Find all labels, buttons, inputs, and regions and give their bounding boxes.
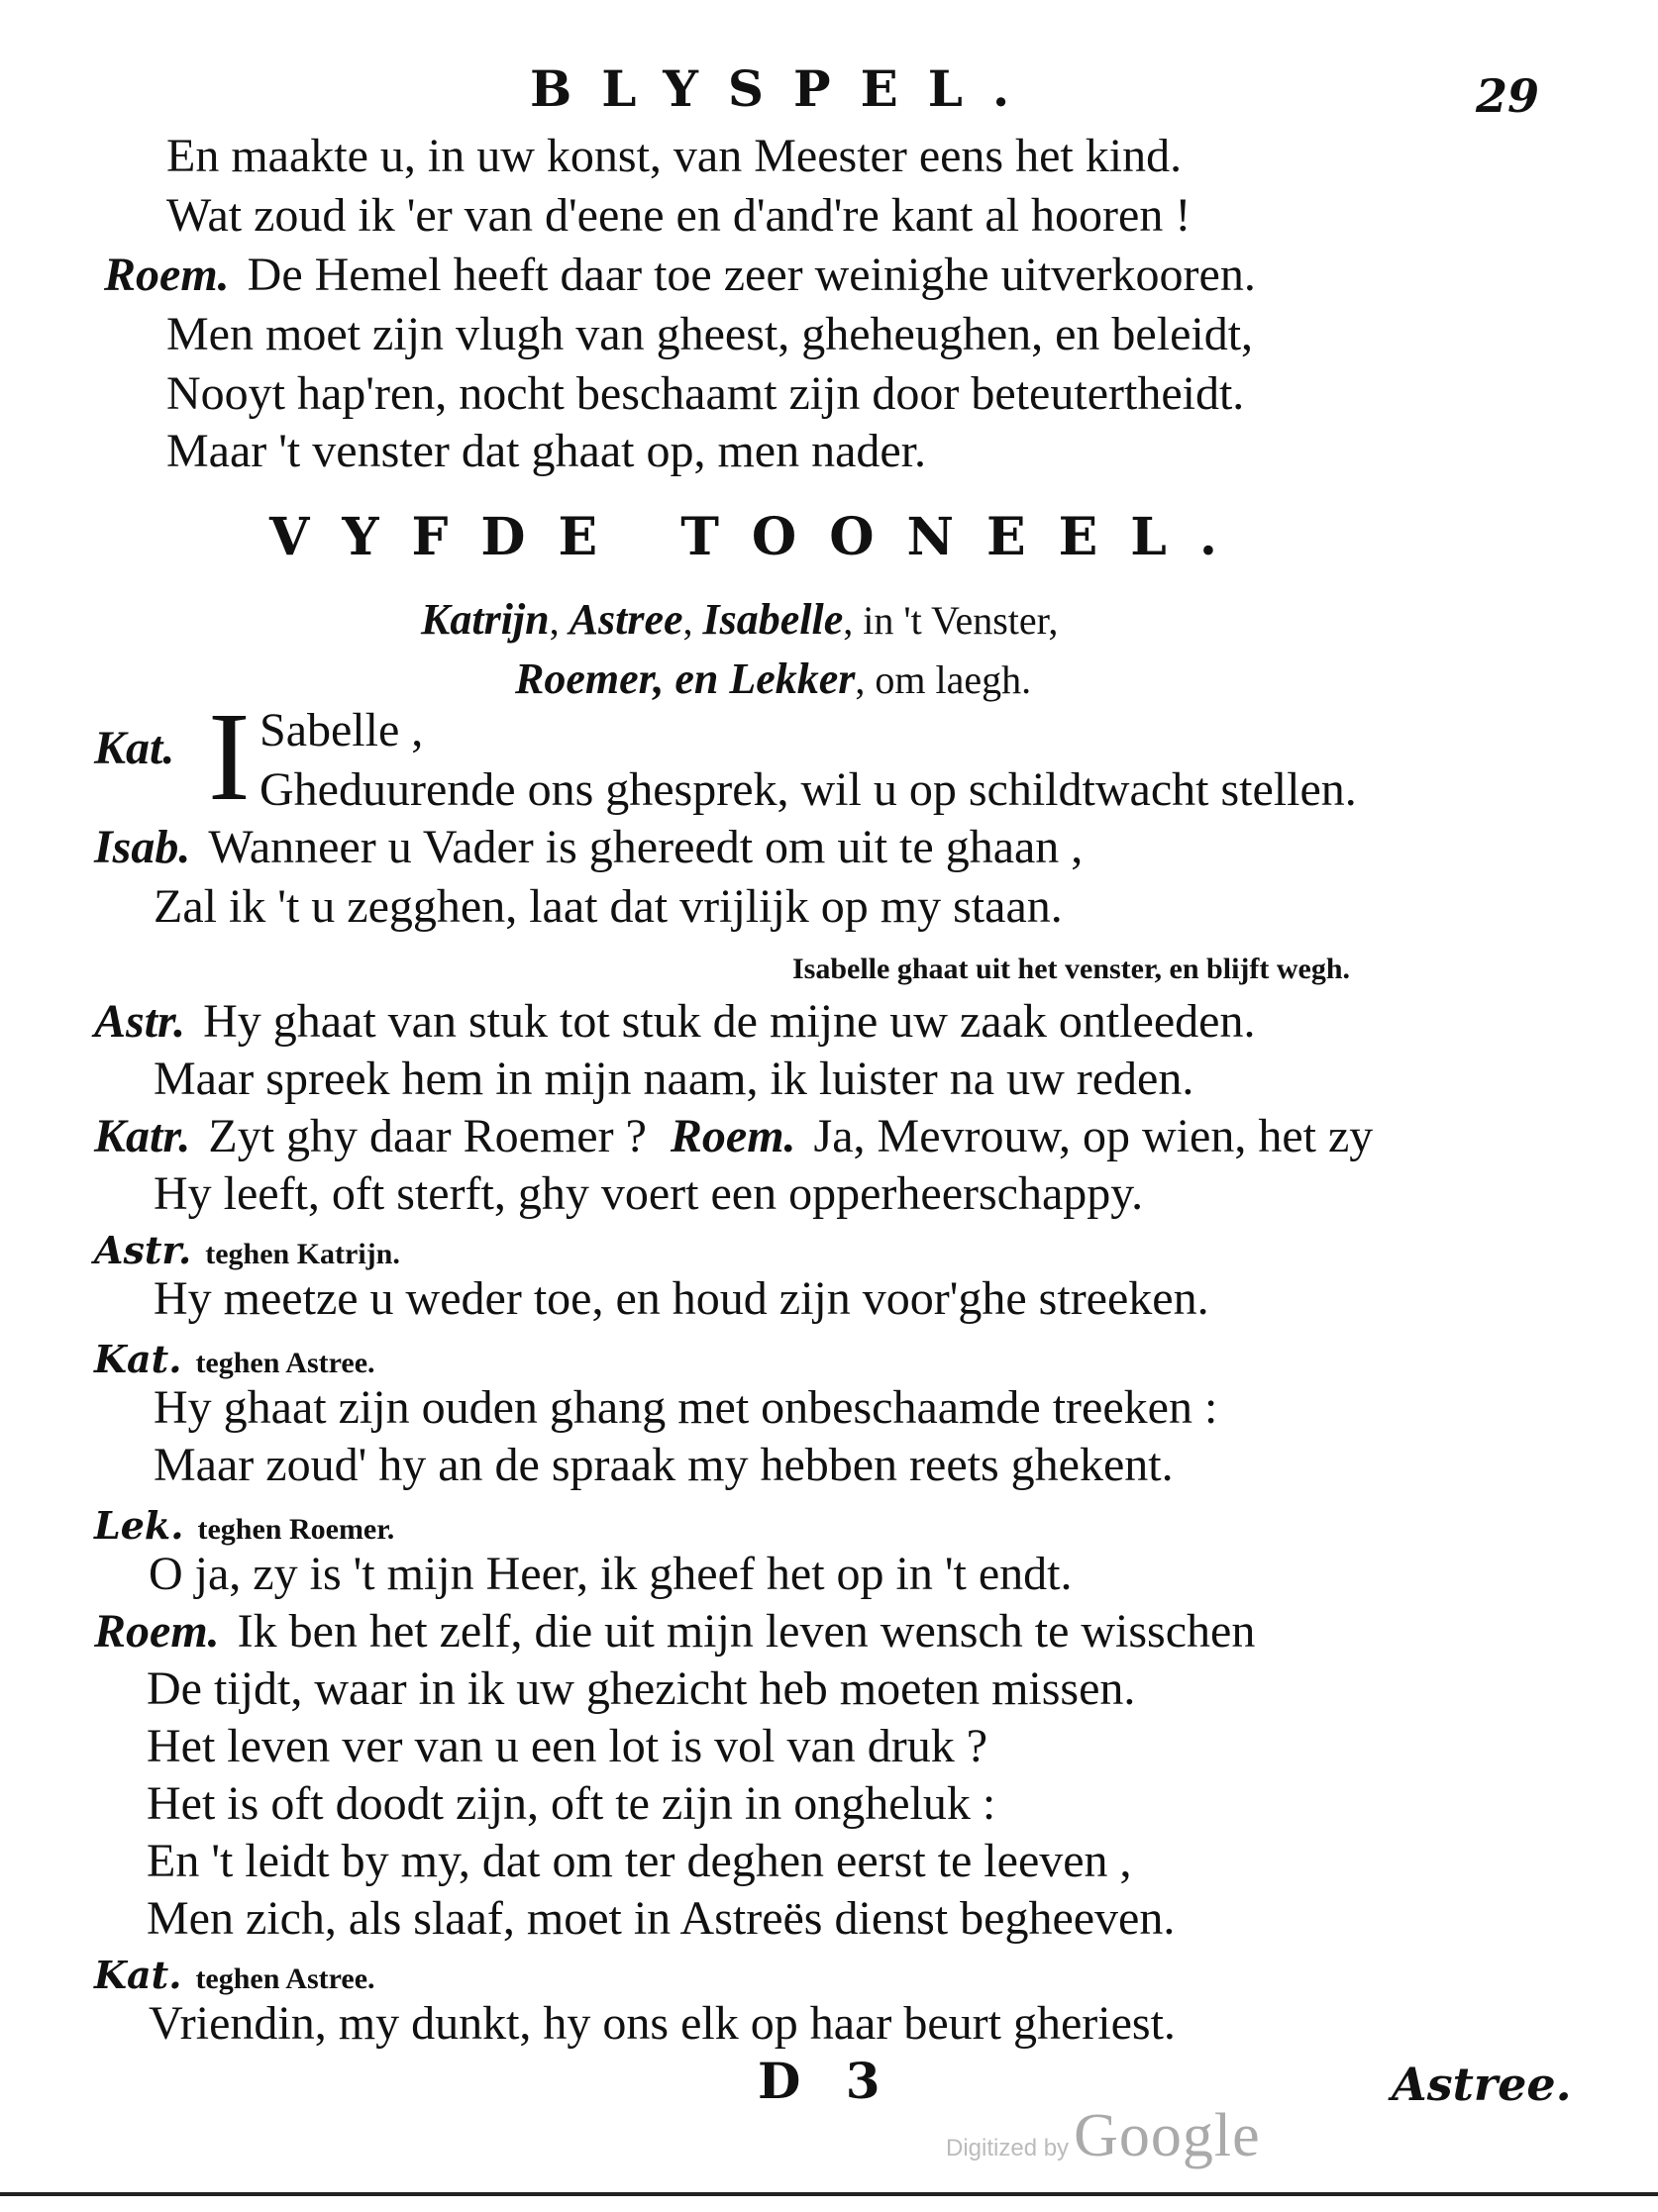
cast-name: Lekker: [729, 654, 856, 703]
verse-line: Vriendin, my dunkt, hy ons elk op haar beurt gheriest.: [149, 1997, 1176, 2050]
verse-line: Maar zoud' hy an de spraak my hebben reets ghekent.: [154, 1439, 1174, 1491]
verse-line: En 't leidt by my, dat om ter deghen eerst te leeven ,: [147, 1835, 1132, 1887]
verse-text: Zyt ghy daar Roemer ?: [208, 1110, 647, 1162]
verse-text: Ik ben het zelf, die uit mijn leven wensch te wisschen: [237, 1605, 1256, 1658]
stage-direction: teghen Roemer.: [197, 1513, 395, 1546]
speaker-label: Astr.: [94, 1228, 192, 1272]
verse-line: [94, 994, 1255, 1049]
verse-line: En maakte u, in uw konst, van Meester eens het kind.: [166, 130, 1183, 182]
speaker-label: Lek.: [94, 1503, 184, 1548]
verse-text: Hy ghaat van stuk tot stuk de mijne uw zaak ontleeden.: [203, 995, 1256, 1048]
verse-line: De tijdt, waar in ik uw ghezicht heb moeten missen.: [147, 1662, 1136, 1715]
verse-line: [94, 820, 1083, 874]
stage-direction: Isabelle ghaat uit het venster, en blijft wegh.: [792, 953, 1351, 985]
cast-name: Isabelle: [702, 595, 844, 644]
speaker-label: Katr.: [94, 1110, 191, 1162]
verse-line: [104, 248, 1256, 302]
verse-line: [94, 1109, 1373, 1163]
verse-text: De Hemel heeft daar toe zeer weinighe uitverkooren.: [247, 249, 1256, 301]
stage-direction: teghen Katrijn.: [205, 1238, 400, 1270]
verse-line: Sabelle ,: [259, 704, 424, 756]
cast-name: Roemer: [515, 654, 654, 703]
verse-line: Hy ghaat zijn ouden ghang met onbeschaamde treeken :: [154, 1381, 1218, 1434]
verse-line: Het is oft doodt zijn, oft te zijn in ongheluk :: [147, 1777, 996, 1830]
speaker-label: Roem.: [94, 1605, 220, 1658]
speaker-label: Roem.: [670, 1110, 796, 1162]
aside-heading: [94, 1953, 375, 1997]
digitized-watermark: [946, 2101, 1261, 2171]
verse-line: Hy leeft, oft sterft, ghy voert een opperheerschappy.: [154, 1167, 1144, 1220]
speaker-label: Roem.: [104, 249, 230, 301]
verse-line: O ja, zy is 't mijn Heer, ik gheef het op in 't endt.: [149, 1548, 1073, 1600]
watermark-prefix: Digitized by: [946, 2135, 1070, 2162]
cast-list-line1: Katrijn, Astree, Isabelle, in 't Venster,: [421, 595, 1059, 644]
speaker-label: Kat.: [94, 722, 175, 774]
catchword: Astree.: [1392, 2058, 1572, 2111]
verse-line: Hy meetze u weder toe, en houd zijn voor'ghe streeken.: [154, 1272, 1209, 1325]
stage-direction: teghen Astree.: [195, 1347, 375, 1379]
page-bottom-edge: [0, 2192, 1658, 2196]
cast-name: Katrijn: [421, 595, 550, 644]
speaker-label: Kat.: [94, 1953, 182, 1997]
cast-name: Astree: [569, 595, 683, 644]
aside-heading: [94, 1228, 400, 1272]
cast-note: , om laegh.: [855, 657, 1032, 702]
drop-cap: I: [208, 686, 251, 827]
cast-sep: , en: [653, 654, 730, 703]
verse-text: Ja, Mevrouw, op wien, het zy: [813, 1110, 1374, 1162]
page-number: 29: [1476, 69, 1540, 123]
verse-line: [94, 1604, 1255, 1659]
stage-direction: teghen Astree.: [195, 1962, 375, 1995]
scene-title: VYFDE TOONEEL.: [269, 507, 1250, 567]
verse-line: Maar spreek hem in mijn naam, ik luister na uw reden.: [154, 1053, 1194, 1105]
verse-line: Wat zoud ik 'er van d'eene en d'and're kant al hooren !: [166, 189, 1192, 242]
verse-line: Zal ik 't u zegghen, laat dat vrijlijk op my staan.: [154, 880, 1063, 933]
aside-heading: [94, 1337, 375, 1381]
verse-text: Wanneer u Vader is ghereedt om uit te ghaan ,: [208, 821, 1084, 873]
verse-line: Gheduurende ons ghesprek, wil u op schildtwacht stellen.: [259, 763, 1357, 816]
verse-line: Men moet zijn vlugh van gheest, gheheughen, en beleidt,: [166, 308, 1254, 360]
speaker-label: Kat.: [94, 1337, 182, 1381]
cast-list-line2: [515, 654, 1031, 704]
cast-note: , in 't Venster,: [843, 598, 1059, 643]
aside-heading: [94, 1503, 394, 1548]
verse-line: Nooyt hap'ren, nocht beschaamt zijn door beteutertheidt.: [166, 367, 1245, 420]
google-logo: Google: [1074, 2102, 1261, 2169]
speaker-label: Astr.: [94, 995, 186, 1048]
speaker-label: Isab.: [94, 821, 191, 873]
verse-line: Het leven ver van u een lot is vol van druk ?: [147, 1720, 988, 1772]
running-title: BLYSPEL.: [530, 59, 1040, 118]
signature-mark: D 3: [758, 2052, 894, 2110]
verse-line: Men zich, als slaaf, moet in Astreës dienst begheeven.: [147, 1892, 1176, 1945]
verse-line: Maar 't venster dat ghaat op, men nader.: [166, 425, 927, 477]
